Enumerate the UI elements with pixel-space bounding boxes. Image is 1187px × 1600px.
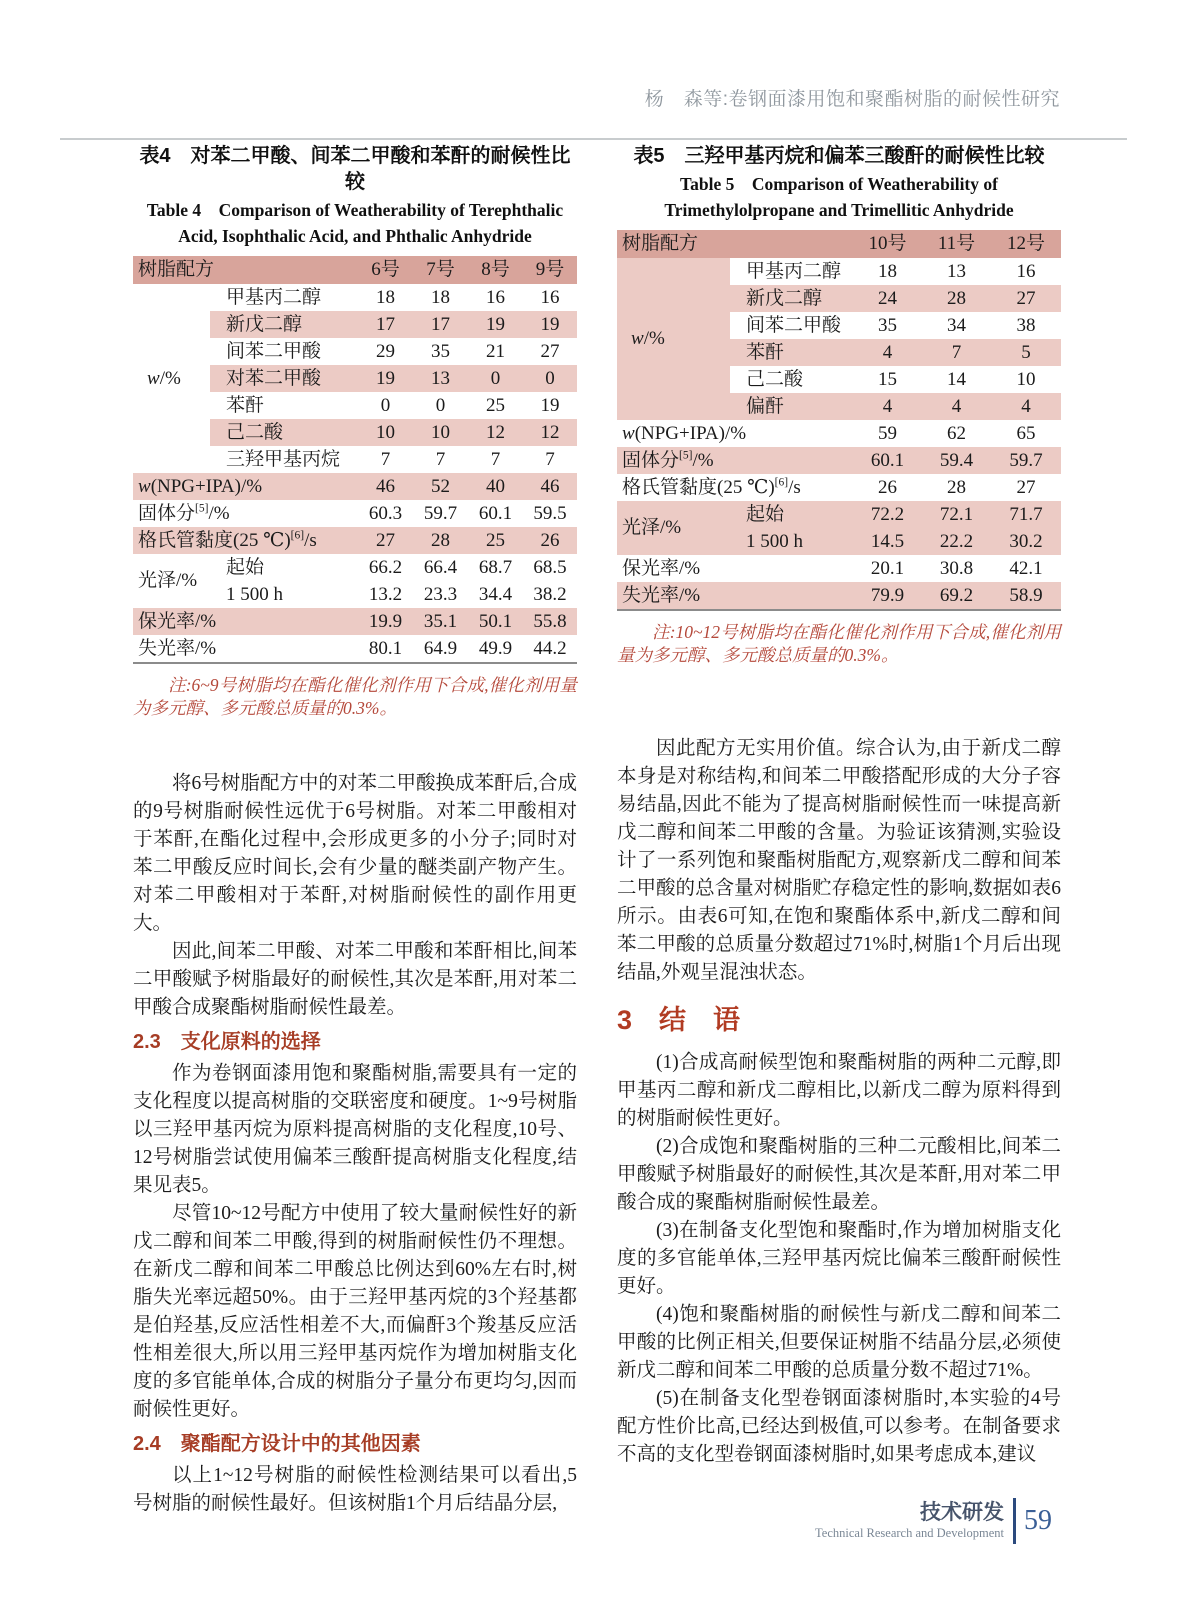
ingredient-value: 0 <box>523 365 577 392</box>
ingredient-value: 24 <box>853 285 922 312</box>
ingredient-value: 38 <box>1016 314 1036 336</box>
gloss-value: 72.2 <box>853 501 922 528</box>
paragraph: 因此,间苯二甲酸、对苯二甲酸和苯酐相比,间苯二甲酸赋予树脂最好的耐候性,其次是苯酐,用对苯二甲酸合成聚酯树脂耐候性最差。 <box>133 941 577 1018</box>
gloss-value: 72.1 <box>922 501 991 528</box>
ingredient-value: 4 <box>922 393 991 420</box>
ingredient-value: 12 <box>523 419 577 446</box>
table-row <box>133 500 577 527</box>
page-number: 59 <box>1024 1505 1052 1536</box>
ingredient-value: 7 <box>435 448 446 470</box>
ingredient-name: 己二酸 <box>746 368 804 390</box>
stat-value: 27 <box>1016 476 1036 498</box>
footer-section-zh: 技术研发 <box>920 1501 1004 1524</box>
ingredient-value: 4 <box>991 393 1061 420</box>
ingredient-value: 16 <box>540 286 560 308</box>
paragraph: 尽管10~12号配方中使用了较大量耐候性好的新戊二醇和间苯二甲酸,得到的树脂耐候性仍不理想。在新戊二醇和间苯二甲酸总比例达到60%左右时,树脂失光率远超50%。由于三羟甲基丙烷的3个羟基都是伯羟基,反应活性相差不大,而偏酐3个羧基反应活性相差很大,所以用三羟甲基丙烷作为增加树脂支化度的多官能单体,合成的树脂分子量分布更均匀,因而耐候性更好。 <box>133 1203 577 1420</box>
table4-title-en-line2: Acid, Isophthalic Acid, and Phthalic Anhydride <box>178 226 532 246</box>
stat-value: 50.1 <box>468 608 523 635</box>
ingredient-name: 间苯二甲酸 <box>226 340 322 362</box>
stat-value: 28 <box>947 476 967 498</box>
conclusion-item: (4)饱和聚酯树脂的耐候性与新戊二醇和间苯二甲酸的比例正相关,但要保证树脂不结晶分层,必须使新戊二醇和间苯二甲酸的总质量分数不超过71%。 <box>617 1304 1061 1381</box>
table4-header-row <box>133 256 577 284</box>
ingredient-value: 19 <box>523 311 577 338</box>
stat-value: 35.1 <box>413 608 468 635</box>
ingredient-name: 新戊二醇 <box>730 285 853 312</box>
table-row <box>133 635 577 662</box>
table5-col-header: 11号 <box>922 230 991 258</box>
stat-label: 失光率/% <box>617 582 853 609</box>
table5-note: 注:10~12号树脂均在酯化催化剂作用下合成,催化剂用量为多元醇、多元酸总质量的0.3%。 <box>617 622 1061 665</box>
ingredient-value: 15 <box>878 368 898 390</box>
stat-value: 69.2 <box>922 582 991 609</box>
table-row <box>617 474 1061 501</box>
ingredient-value: 0 <box>435 394 446 416</box>
gloss-group-label: 光泽/% <box>617 501 730 555</box>
stat-value: 64.9 <box>423 637 458 659</box>
gloss-value: 68.7 <box>478 556 513 578</box>
gloss-value: 23.3 <box>423 583 458 605</box>
ingredient-value: 25 <box>486 394 506 416</box>
table-4 <box>133 256 577 662</box>
ingredient-value: 28 <box>922 285 991 312</box>
ingredient-name: 甲基丙二醇 <box>746 260 842 282</box>
ingredient-value: 35 <box>878 314 898 336</box>
stat-value: 80.1 <box>368 637 403 659</box>
stat-value: 60.1 <box>478 502 513 524</box>
ingredient-name: 三羟甲基丙烷 <box>226 448 341 470</box>
stat-value: 44.2 <box>533 637 567 659</box>
stat-value: 55.8 <box>523 608 577 635</box>
table-row <box>133 527 577 554</box>
table-row <box>133 608 577 635</box>
stat-value: 65 <box>1016 422 1036 444</box>
gloss-value: 71.7 <box>991 501 1061 528</box>
stat-label: w(NPG+IPA)/% <box>133 473 358 500</box>
ingredient-name: 偏酐 <box>730 393 853 420</box>
table4-col-header: 9号 <box>523 256 577 284</box>
ingredient-value: 34 <box>947 314 967 336</box>
gloss-group-label: 光泽/% <box>138 570 198 591</box>
paragraph: 因此配方无实用价值。综合认为,由于新戊二醇本身是对称结构,和间苯二甲酸搭配形成的大分子容易结晶,因此不能为了提高树脂耐候性而一味提高新戊二醇和间苯二甲酸的含量。为验证该猜测,实验设计了一系列饱和聚酯树脂配方,观察新戊二醇和间苯二甲酸的总含量对树脂贮存稳定性的影响,数据如表6所示。由表6可知,在饱和聚酯体系中,新戊二醇和间苯二甲酸的总质量分数超过71%时,树脂1个月后出现结晶,外观呈混浊状态。 <box>617 738 1061 983</box>
ingredient-value: 19 <box>358 365 413 392</box>
stat-value: 26 <box>523 527 577 554</box>
ingredient-value: 0 <box>380 394 391 416</box>
stat-value: 49.9 <box>478 637 513 659</box>
ingredient-name: 甲基丙二醇 <box>226 286 322 308</box>
section-heading-2-4: 2.4 聚酯配方设计中的其他因素 <box>133 1433 421 1455</box>
ingredient-value: 17 <box>413 311 468 338</box>
ingredient-name: 己二酸 <box>210 419 358 446</box>
ingredient-value: 17 <box>358 311 413 338</box>
gloss-row-name: 起始 <box>730 501 853 528</box>
table-row <box>133 554 577 581</box>
stat-value: 59 <box>878 422 898 444</box>
paragraph: 作为卷钢面漆用饱和聚酯树脂,需要具有一定的支化程度以提高树脂的交联密度和硬度。1~9号树脂以三羟甲基丙烷为原料提高树脂的支化程度,10号、12号树脂尝试使用偏苯三酸酐提高树脂支化程度,结果见表5。 <box>133 1063 577 1196</box>
table5-title-en-line2: Trimethylolpropane and Trimellitic Anhydride <box>664 200 1014 220</box>
ingredient-name: 对苯二甲酸 <box>210 365 358 392</box>
gloss-value: 68.5 <box>533 556 567 578</box>
stat-value: 60.3 <box>368 502 403 524</box>
table-row <box>133 284 577 311</box>
ingredient-value: 7 <box>490 448 501 470</box>
ingredient-value: 18 <box>376 286 396 308</box>
stat-label: 固体分[5]/% <box>138 502 230 524</box>
conclusion-item: (5)在制备支化型卷钢面漆树脂时,本实验的4号配方性价比高,已经达到极值,可以参考。在制备要求不高的支化型卷钢面漆树脂时,如果考虑成本,建议 <box>617 1388 1061 1465</box>
table4-header-label: 树脂配方 <box>133 256 358 284</box>
table5-header-row <box>617 230 1061 258</box>
ingredient-value: 7 <box>380 448 391 470</box>
gloss-value: 30.2 <box>991 528 1061 555</box>
ingredient-value: 16 <box>486 286 506 308</box>
table4-col-header: 6号 <box>358 256 413 284</box>
table-row <box>617 582 1061 609</box>
ingredient-value: 5 <box>991 339 1061 366</box>
stat-value: 28 <box>413 527 468 554</box>
ingredient-value: 10 <box>413 419 468 446</box>
gloss-value: 14.5 <box>853 528 922 555</box>
paragraph: 将6号树脂配方中的对苯二甲酸换成苯酐后,合成的9号树脂耐候性远优于6号树脂。对苯二甲酸相对于苯酐,在酯化过程中,会形成更多的小分子;同时对苯二甲酸反应时间长,会有少量的醚类副产物产生。对苯二甲酸相对于苯酐,对树脂耐候性的副作用更大。 <box>133 773 577 934</box>
stat-label: 格氏管黏度(25 ℃)[6]/s <box>133 527 358 554</box>
footer-labels <box>815 1501 1004 1541</box>
ingredient-value: 18 <box>878 260 898 282</box>
ingredient-value: 29 <box>376 340 396 362</box>
stat-label: 保光率/% <box>622 557 701 579</box>
conclusion-item: (1)合成高耐候型饱和聚酯树脂的两种二元醇,即甲基丙二醇和新戊二醇相比,以新戊二醇为原料得到的树脂耐候性更好。 <box>617 1052 1061 1129</box>
ingredient-value: 16 <box>1016 260 1036 282</box>
stat-value: 42.1 <box>1009 557 1043 579</box>
ingredient-value: 7 <box>545 448 555 470</box>
table-row <box>133 473 577 500</box>
ingredient-name: 新戊二醇 <box>210 311 358 338</box>
stat-value: 27 <box>358 527 413 554</box>
gloss-row-name: 1 500 h <box>226 583 283 605</box>
stat-value: 30.8 <box>939 557 974 579</box>
gloss-row-name: 1 500 h <box>730 528 853 555</box>
table5-bottom-rule <box>617 609 1061 611</box>
gloss-value: 66.4 <box>423 556 458 578</box>
left-column <box>133 143 577 1518</box>
ingredient-value: 4 <box>853 339 922 366</box>
section-heading-2-3: 2.3 支化原料的选择 <box>133 1031 321 1053</box>
table-5 <box>617 230 1061 609</box>
ingredient-value: 12 <box>468 419 523 446</box>
ingredient-value: 14 <box>947 368 967 390</box>
stat-value: 59.5 <box>533 502 567 524</box>
table4-note: 注:6~9号树脂均在酯化催化剂作用下合成,催化剂用量为多元醇、多元酸总质量的0.3%。 <box>133 675 577 718</box>
paragraph: 以上1~12号树脂的耐候性检测结果可以看出,5号树脂的耐候性最好。但该树脂1个月后结晶分层, <box>133 1465 577 1514</box>
gloss-value: 66.2 <box>368 556 403 578</box>
stat-value: 59.4 <box>922 447 991 474</box>
running-head: 杨 森等:卷钢面漆用饱和聚酯树脂的耐候性研究 <box>644 89 1060 110</box>
ingredient-value: 10 <box>358 419 413 446</box>
conclusion-item: (2)合成饱和聚酯树脂的三种二元酸相比,间苯二甲酸赋予树脂最好的耐候性,其次是苯酐,用对苯二甲酸合成的聚酯树脂耐候性最差。 <box>617 1136 1061 1213</box>
ingredient-value: 21 <box>486 340 506 362</box>
ingredient-value: 27 <box>991 285 1061 312</box>
stat-value: 40 <box>468 473 523 500</box>
table5-header-label: 树脂配方 <box>617 230 853 258</box>
gloss-row-name: 起始 <box>226 556 265 578</box>
stat-label: 失光率/% <box>138 637 217 659</box>
table4-title-en-line1: Table 4 Comparison of Weatherability of Terephthalic <box>146 200 564 220</box>
footer-divider-bar <box>1013 1498 1016 1544</box>
gloss-value: 34.4 <box>478 583 513 605</box>
ingredient-value: 4 <box>853 393 922 420</box>
gloss-value: 13.2 <box>368 583 403 605</box>
stat-value: 58.9 <box>991 582 1061 609</box>
ingredient-name: 间苯二甲酸 <box>746 314 842 336</box>
table5-col-header: 10号 <box>853 230 922 258</box>
ingredient-name: 苯酐 <box>226 394 265 416</box>
ingredient-value: 10 <box>1016 368 1036 390</box>
page-footer <box>815 1498 1052 1544</box>
ingredient-value: 0 <box>468 365 523 392</box>
table4-bottom-rule <box>133 662 577 664</box>
stat-value: 79.9 <box>853 582 922 609</box>
stat-value: 25 <box>468 527 523 554</box>
footer-section-en: Technical Research and Development <box>815 1526 1004 1540</box>
table-row <box>617 258 1061 285</box>
right-column <box>617 143 1061 1469</box>
ingredient-value: 19 <box>468 311 523 338</box>
stat-value: 52 <box>413 473 468 500</box>
stat-value: 59.7 <box>991 447 1061 474</box>
stat-label: 固体分[5]/% <box>617 447 853 474</box>
header-rule <box>60 138 1127 140</box>
stat-label: 保光率/% <box>133 608 358 635</box>
gloss-value: 22.2 <box>922 528 991 555</box>
ingredient-name: 苯酐 <box>730 339 853 366</box>
stat-value: 26 <box>878 476 898 498</box>
table5-title-zh: 表5 三羟甲基丙烷和偏苯三酸酐的耐候性比较 <box>633 145 1045 167</box>
stat-value: 60.1 <box>853 447 922 474</box>
stat-value: 46 <box>358 473 413 500</box>
ingredient-value: 19 <box>540 394 560 416</box>
table-row <box>617 420 1061 447</box>
table4-group-label: w/% <box>147 367 181 389</box>
conclusion-item: (3)在制备支化型饱和聚酯时,作为增加树脂支化度的多官能单体,三羟甲基丙烷比偏苯三酸酐耐候性更好。 <box>617 1220 1061 1297</box>
table4-title-zh: 表4 对苯二甲酸、间苯二甲酸和苯酐的耐候性比较 <box>139 145 571 193</box>
ingredient-value: 7 <box>922 339 991 366</box>
table-row <box>617 447 1061 474</box>
stat-value: 19.9 <box>358 608 413 635</box>
table5-group-label: w/% <box>617 258 730 420</box>
conclusion-heading: 3 结 语 <box>617 1005 741 1035</box>
table5-title-en-line1: Table 5 Comparison of Weatherability of <box>680 174 998 194</box>
stat-value: 59.7 <box>423 502 458 524</box>
ingredient-value: 18 <box>431 286 451 308</box>
table5-col-header: 12号 <box>991 230 1061 258</box>
stat-label: w(NPG+IPA)/% <box>622 422 747 444</box>
stat-value: 20.1 <box>870 557 905 579</box>
stat-value: 62 <box>947 422 967 444</box>
ingredient-value: 13 <box>947 260 967 282</box>
stat-label: 格氏管黏度(25 ℃)[6]/s <box>622 476 801 498</box>
ingredient-value: 27 <box>540 340 560 362</box>
table4-col-header: 7号 <box>413 256 468 284</box>
stat-value: 46 <box>523 473 577 500</box>
ingredient-value: 13 <box>413 365 468 392</box>
ingredient-value: 35 <box>431 340 451 362</box>
gloss-value: 38.2 <box>533 583 567 605</box>
table-row <box>617 501 1061 528</box>
table-row <box>617 555 1061 582</box>
table4-col-header: 8号 <box>468 256 523 284</box>
